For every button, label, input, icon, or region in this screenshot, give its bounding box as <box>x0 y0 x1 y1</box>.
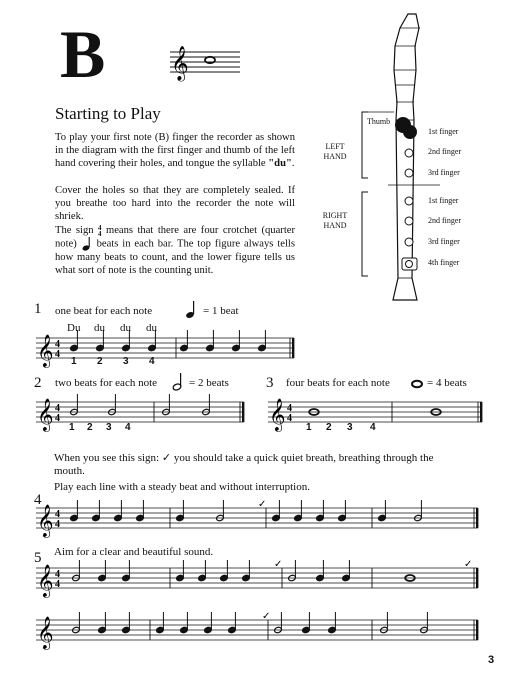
section-heading: Starting to Play <box>55 104 161 123</box>
count-number: 2 <box>97 356 103 367</box>
staff-exercise-5b <box>36 612 480 656</box>
exercise-number: 5 <box>34 550 42 566</box>
time-signature-bottom: 4 <box>55 413 60 424</box>
recorder-body <box>393 14 419 300</box>
time-signature-top: 4 <box>55 509 60 520</box>
time-signature-bottom: 4 <box>55 519 60 530</box>
count-number: 3 <box>347 422 353 433</box>
count-number: 1 <box>306 422 312 433</box>
beat-equivalence: = 2 beats <box>189 377 229 389</box>
staff-exercise-2 <box>36 394 246 434</box>
crotchet-icon <box>184 300 198 320</box>
staff-exercise-5a <box>36 560 480 604</box>
treble-clef-icon: 𝄞 <box>37 398 54 431</box>
finger-label-left-3: 3rd finger <box>428 168 460 177</box>
treble-clef-icon: 𝄞 <box>37 504 54 537</box>
steady-beat-instruction: Play each line with a steady beat and without interruption. <box>54 481 310 493</box>
syllable: du <box>94 322 105 334</box>
intro-paragraph-1: To play your first note (B) finger the recorder as shown in the diagram with the first finger and thumb of the left hand covering their holes, and tongue the syllable "du". <box>55 132 295 170</box>
beat-equivalence: = 1 beat <box>203 305 239 317</box>
count-number: 1 <box>69 422 75 433</box>
staff-exercise-3 <box>268 394 484 434</box>
count-number: 3 <box>106 422 112 433</box>
treble-clef-icon: 𝄞 <box>37 334 54 367</box>
header-staff <box>170 40 242 86</box>
time-signature-top: 4 <box>55 569 60 580</box>
finger-label-right-1: 1st finger <box>428 196 459 205</box>
time-signature-top: 4 <box>287 403 292 414</box>
time-sig-inline: 4 4 <box>98 223 102 238</box>
minim-icon <box>171 372 185 392</box>
exercise-label: one beat for each note <box>55 305 153 317</box>
exercise-label: two beats for each note <box>55 377 158 389</box>
exercise-number: 4 <box>34 492 42 508</box>
beat-equivalence: = 4 beats <box>427 377 467 389</box>
exercise-number: 3 <box>266 375 274 391</box>
count-number: 4 <box>125 422 131 433</box>
finger-label-right-2: 2nd finger <box>428 216 462 225</box>
count-number: 4 <box>370 422 376 433</box>
treble-clef-icon: 𝄞 <box>171 46 189 81</box>
intro-paragraph-2: Cover the holes so that they are completely sealed. If you breathe too hard into the recorder the note will shriek. <box>55 185 295 223</box>
breath-mark-icon: ✓ <box>262 612 271 622</box>
page-number: 3 <box>488 654 495 666</box>
staff-exercise-4 <box>36 500 480 544</box>
time-signature-top: 4 <box>55 339 60 350</box>
treble-clef-icon: 𝄞 <box>37 564 54 597</box>
time-signature-bottom: 4 <box>287 413 292 424</box>
treble-clef-icon: 𝄞 <box>37 616 54 649</box>
syllable: du <box>120 322 131 334</box>
treble-clef-icon: 𝄞 <box>269 398 286 431</box>
time-signature-bottom: 4 <box>55 349 60 360</box>
breath-mark-icon: ✓ <box>464 560 473 570</box>
intro-paragraph-3: The sign 4 4 means that there are four crotchet (quarter note) beats in each bar. The top figure always tells how many beats to count, and the lower figure tells us what sort of note is the counting unit. <box>55 223 295 277</box>
breath-mark-icon: ✓ <box>274 560 283 570</box>
finger-label-left-1: 1st finger <box>428 127 459 136</box>
count-number: 3 <box>123 356 129 367</box>
thumb-label: Thumb <box>367 117 391 126</box>
left-hand-label: LEFT HAND <box>323 142 347 161</box>
note-letter-title: B <box>60 16 106 92</box>
finger-label-right-4: 4th finger <box>428 258 460 267</box>
finger-label-left-2: 2nd finger <box>428 147 462 156</box>
count-number: 4 <box>149 356 155 367</box>
exercise-label: Aim for a clear and beautiful sound. <box>54 546 214 558</box>
time-signature-bottom: 4 <box>55 579 60 590</box>
syllable: Du <box>67 322 81 334</box>
semibreve-icon <box>410 378 424 390</box>
breath-mark-icon: ✓ <box>258 500 267 510</box>
exercise-label: four beats for each note <box>286 377 390 389</box>
right-hand-label: RIGHT HAND <box>322 211 348 230</box>
time-signature-top: 4 <box>55 403 60 414</box>
first-finger-hole-covered <box>403 125 417 139</box>
exercise-number: 2 <box>34 375 42 391</box>
syllable: du <box>146 322 157 334</box>
count-number: 2 <box>326 422 332 433</box>
count-number: 1 <box>71 356 77 367</box>
crotchet-icon <box>81 237 93 251</box>
breath-sign-instruction: When you see this sign: ✓ you should take a quick quiet breath, breathing through the mouth. <box>54 452 434 477</box>
finger-label-right-3: 3rd finger <box>428 237 460 246</box>
count-number: 2 <box>87 422 93 433</box>
exercise-number: 1 <box>34 301 42 317</box>
